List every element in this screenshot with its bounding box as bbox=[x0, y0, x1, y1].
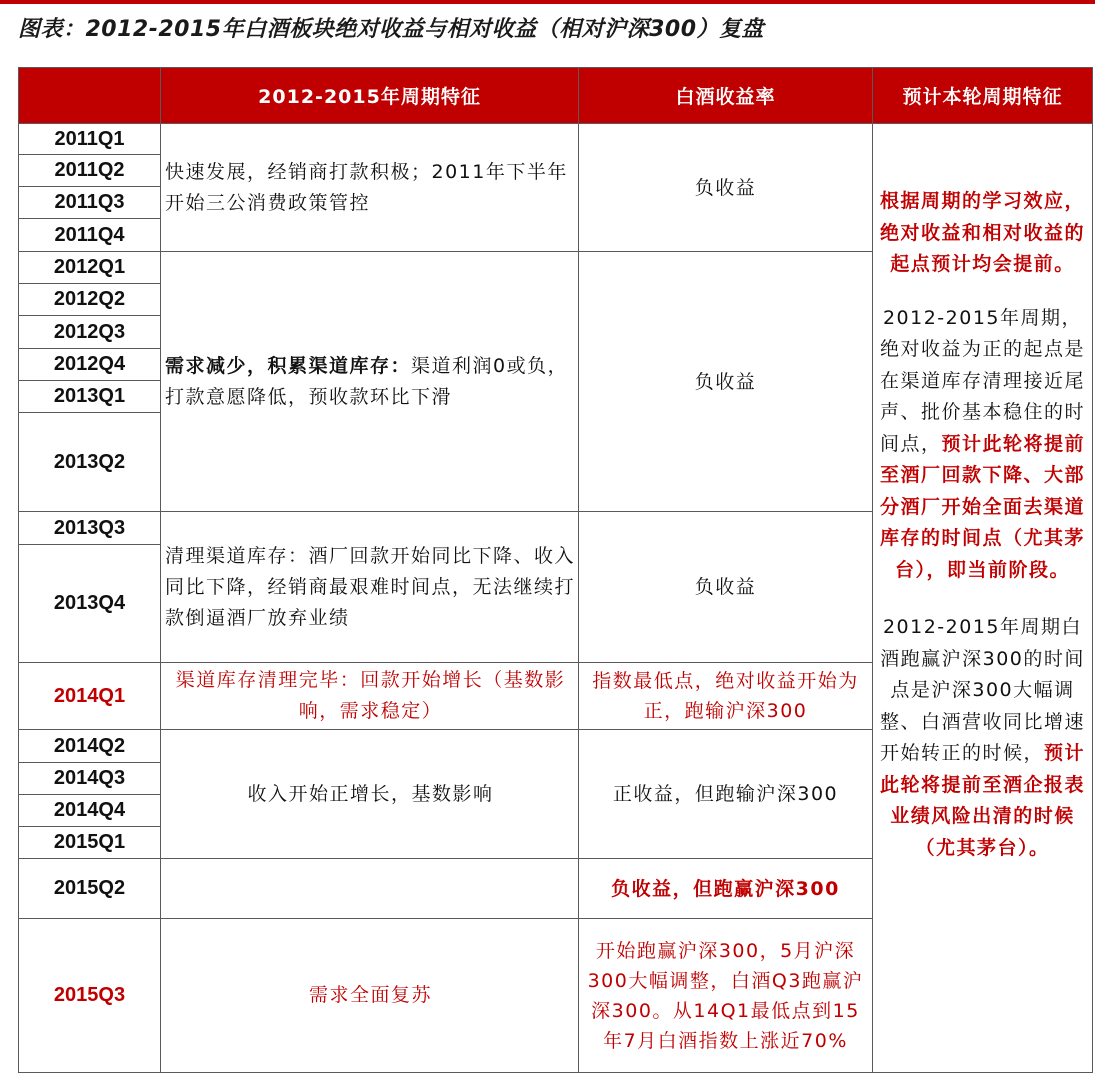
return-text: 负收益 bbox=[694, 576, 757, 598]
return-text: 开始跑赢沪深300，5月沪深300大幅调整，白酒Q3跑赢沪深300。从14Q1最低点到15年7月白酒指数上涨近70% bbox=[587, 939, 864, 1052]
return-text: 指数最低点，绝对收益开始为正，跑输沪深300 bbox=[592, 670, 859, 722]
forecast-paragraph-2-highlight: 预计此轮将提前至酒厂回款下降、大部分酒厂开始全面去渠道库存的时间点（尤其茅台），即当前阶段。 bbox=[879, 432, 1086, 581]
cycle-cell bbox=[161, 663, 579, 730]
quarter-cell: 2013Q4 bbox=[19, 545, 161, 663]
cycle-text: 渠道库存清理完毕：回款开始增长（基数影响，需求稳定） bbox=[175, 669, 566, 722]
header-quarter bbox=[19, 68, 161, 124]
quarter-cell: 2015Q2 bbox=[19, 859, 161, 919]
cycle-cell bbox=[161, 730, 579, 859]
quarter-cell: 2012Q3 bbox=[19, 316, 161, 349]
cycle-cell bbox=[161, 124, 579, 252]
return-text: 负收益 bbox=[694, 176, 757, 199]
header-forecast-features: 预计本轮周期特征 bbox=[873, 68, 1093, 124]
quarter-cell: 2012Q2 bbox=[19, 284, 161, 316]
quarter-cell: 2012Q1 bbox=[19, 252, 161, 284]
cycle-cell bbox=[161, 919, 579, 1073]
forecast-paragraph-2 bbox=[875, 303, 1090, 587]
return-cell bbox=[579, 663, 873, 730]
quarter-cell: 2013Q1 bbox=[19, 381, 161, 413]
header-cycle-features: 2012-2015年周期特征 bbox=[161, 68, 579, 124]
quarter-cell: 2013Q3 bbox=[19, 512, 161, 545]
return-text: 正收益，但跑输沪深300 bbox=[612, 783, 839, 805]
quarter-cell: 2015Q1 bbox=[19, 827, 161, 859]
quarter-cell: 2014Q4 bbox=[19, 795, 161, 827]
forecast-paragraph-3-text: 2012-2015年周期白酒跑赢沪深300的时间点是沪深300大幅调整、白酒营收同比增速开始转正的时候， bbox=[879, 616, 1085, 764]
return-cell bbox=[579, 512, 873, 663]
quarter-cell: 2011Q3 bbox=[19, 187, 161, 219]
cycle-cell bbox=[161, 859, 579, 919]
return-cell bbox=[579, 730, 873, 859]
quarter-cell: 2014Q2 bbox=[19, 730, 161, 763]
cycle-text: 渠道利润0或负，打款意愿降低，预收款环比下滑 bbox=[165, 354, 569, 408]
quarter-cell: 2012Q4 bbox=[19, 349, 161, 381]
quarter-cell: 2014Q3 bbox=[19, 763, 161, 795]
return-cell bbox=[579, 919, 873, 1073]
cycle-text: 收入开始正增长，基数影响 bbox=[247, 782, 494, 805]
review-table bbox=[18, 67, 1093, 1073]
cycle-cell bbox=[161, 252, 579, 512]
return-cell bbox=[579, 124, 873, 252]
cycle-text: 需求全面复苏 bbox=[308, 984, 432, 1006]
cycle-text: 快速发展，经销商打款积极；2011年下半年开始三公消费政策管控 bbox=[165, 160, 568, 214]
return-text: 负收益，但跑赢沪深300 bbox=[611, 877, 840, 900]
forecast-paragraph-2-text: 2012-2015年周期，绝对收益为正的起点是在渠道库存清理接近尾声、批价基本稳住的时间点， bbox=[879, 306, 1085, 455]
forecast-paragraph-3 bbox=[875, 612, 1090, 864]
forecast-paragraph-3-highlight: 预计此轮将提前至酒企报表业绩风险出清的时候（尤其茅台）。 bbox=[879, 742, 1086, 859]
quarter-cell: 2015Q3 bbox=[19, 919, 161, 1073]
return-text: 负收益 bbox=[694, 370, 757, 393]
cycle-text-highlight: 需求减少，积累渠道库存： bbox=[165, 354, 412, 377]
return-cell bbox=[579, 859, 873, 919]
cycle-cell bbox=[161, 512, 579, 663]
quarter-cell: 2011Q2 bbox=[19, 155, 161, 187]
top-accent-line bbox=[0, 0, 1095, 4]
table-row bbox=[19, 124, 1093, 155]
quarter-cell: 2011Q1 bbox=[19, 124, 161, 155]
header-liquor-return: 白酒收益率 bbox=[579, 68, 873, 124]
page-title: 图表：2012-2015年白酒板块绝对收益与相对收益（相对沪深300）复盘 bbox=[18, 17, 765, 42]
cycle-text: 清理渠道库存：酒厂回款开始同比下降、收入同比下降，经销商最艰难时间点，无法继续打款倒逼酒厂放弃业绩 bbox=[165, 544, 576, 629]
return-cell bbox=[579, 252, 873, 512]
forecast-cell bbox=[873, 124, 1093, 1073]
quarter-cell: 2013Q2 bbox=[19, 413, 161, 512]
quarter-cell: 2014Q1 bbox=[19, 663, 161, 730]
table-header-row bbox=[19, 68, 1093, 124]
forecast-paragraph-1: 根据周期的学习效应，绝对收益和相对收益的起点预计均会提前。 bbox=[879, 190, 1085, 275]
quarter-cell: 2011Q4 bbox=[19, 219, 161, 252]
